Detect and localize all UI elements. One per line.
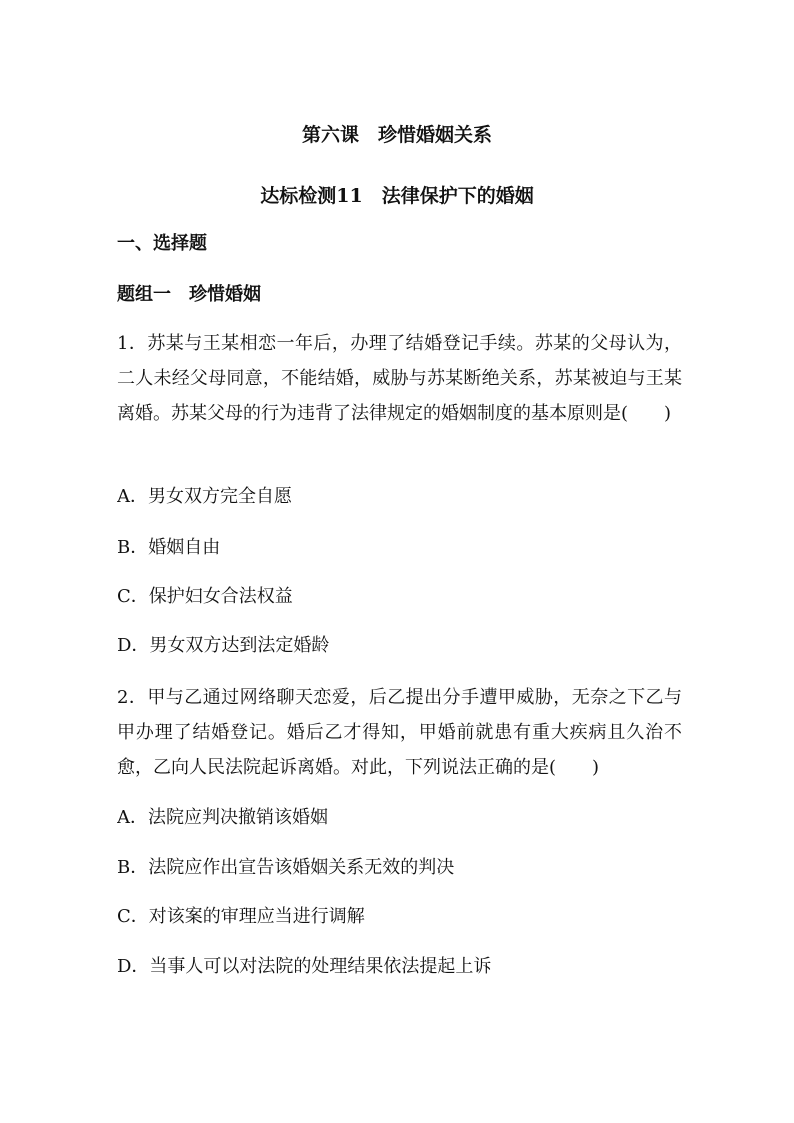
- question-1-option-b: B．婚姻自由: [117, 537, 221, 558]
- question-2-option-a: A．法院应判决撤销该婚姻: [117, 807, 328, 828]
- question-2-option-c: C．对该案的审理应当进行调解: [117, 906, 365, 927]
- section-heading: 一、选择题: [117, 233, 207, 254]
- lesson-title: 第六课 珍惜婚姻关系: [301, 124, 492, 146]
- question-1-option-c: C．保护妇女合法权益: [117, 586, 293, 607]
- question-2-option-d: D．当事人可以对法院的处理结果依法提起上诉: [117, 956, 492, 977]
- question-2-option-b: B．法院应作出宣告该婚姻关系无效的判决: [117, 857, 455, 878]
- question-1-option-d: D．男女双方达到法定婚龄: [117, 635, 330, 656]
- question-1-stem: 1．苏某与王某相恋一年后，办理了结婚登记手续。苏某的父母认为，二人未经父母同意，不能结婚，威胁与苏某断绝关系，苏某被迫与王某离婚。苏某父母的行为违背了法律规定的婚姻制度的基本原则是( ): [117, 333, 682, 424]
- question-1-option-a: A．男女双方完全自愿: [117, 486, 292, 507]
- test-title: 达标检测11 法律保护下的婚姻: [260, 185, 534, 207]
- question-2-stem: 2．甲与乙通过网络聊天恋爱，后乙提出分手遭甲威胁，无奈之下乙与甲办理了结婚登记。婚后乙才得知，甲婚前就患有重大疾病且久治不愈，乙向人民法院起诉离婚。对此，下列说法正确的是( ): [117, 687, 682, 778]
- group-heading: 题组一 珍惜婚姻: [117, 284, 261, 305]
